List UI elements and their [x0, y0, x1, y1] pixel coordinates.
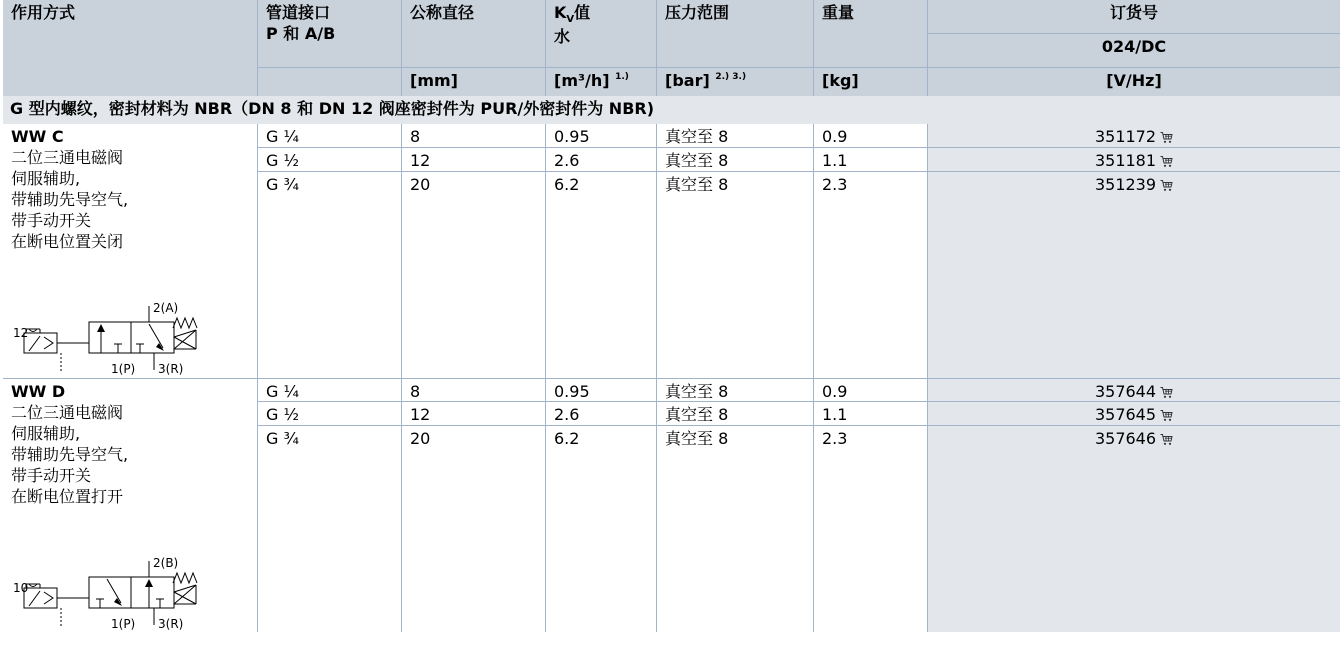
svg-text:2(A): 2(A) [153, 301, 179, 315]
cell-pressure: 真空至 8 [656, 148, 813, 172]
cart-icon[interactable] [1160, 433, 1173, 446]
order-number-link[interactable]: 357645 [927, 402, 1340, 426]
cell-port: G ¾ [257, 172, 401, 378]
group-description: WW D 二位三通电磁阀 伺服辅助, 带辅助先导空气, 带手动开关 在断电位置打开 10 2(B) 1(P) 3(R) [3, 378, 257, 632]
header-pressure-range: 压力范围 [656, 0, 813, 67]
cell-weight: 2.3 [813, 172, 927, 378]
cell-kv: 2.6 [545, 402, 656, 426]
order-number-link[interactable]: 357644 [927, 378, 1340, 402]
cell-port: G ¼ [257, 124, 401, 148]
cart-icon[interactable] [1160, 409, 1173, 422]
cell-kv: 6.2 [545, 172, 656, 378]
cell-dn: 12 [401, 148, 545, 172]
cell-dn: 12 [401, 402, 545, 426]
order-number-link[interactable]: 351181 [927, 148, 1340, 172]
unit-pressure: [bar] $^{2.) 3.)}$ [656, 67, 813, 96]
header-voltage: 024/DC [927, 33, 1340, 67]
cell-pressure: 真空至 8 [656, 402, 813, 426]
cell-kv: 2.6 [545, 148, 656, 172]
unit-vhz: [V/Hz] [927, 67, 1340, 96]
header-port: 管道接口 P 和 A/B [257, 0, 401, 67]
cell-pressure: 真空至 8 [656, 378, 813, 402]
cell-kv: 0.95 [545, 378, 656, 402]
valve-symbol-icon [11, 294, 201, 378]
order-number-link[interactable]: 351239 [927, 172, 1340, 378]
svg-text:12: 12 [13, 326, 29, 340]
cell-pressure: 真空至 8 [656, 172, 813, 378]
cell-pressure: 真空至 8 [656, 124, 813, 148]
svg-text:1(P): 1(P) [111, 617, 136, 631]
svg-text:1(P): 1(P) [111, 362, 136, 376]
unit-port-empty [257, 67, 401, 96]
svg-text:3(R): 3(R) [158, 362, 184, 376]
cart-icon[interactable] [1160, 179, 1173, 192]
cell-dn: 8 [401, 124, 545, 148]
header-nominal-diameter: 公称直径 [401, 0, 545, 67]
order-number-link[interactable]: 357646 [927, 426, 1340, 632]
unit-mm: [mm] [401, 67, 545, 96]
cell-port: G ½ [257, 148, 401, 172]
svg-text:3(R): 3(R) [158, 617, 184, 631]
product-table [3, 0, 1340, 666]
order-number-link[interactable]: 351172 [927, 124, 1340, 148]
header-operation: 作用方式 [3, 0, 257, 96]
unit-flow: [m³/h] $^{1.)}$ [545, 67, 656, 96]
cell-kv: 0.95 [545, 124, 656, 148]
header-order-no: 订货号 [927, 0, 1340, 33]
cell-port: G ¾ [257, 426, 401, 632]
cell-dn: 20 [401, 172, 545, 378]
header-kv: $K_V$值 水 [545, 0, 656, 67]
cell-weight: 1.1 [813, 402, 927, 426]
cart-icon[interactable] [1160, 131, 1173, 144]
cell-weight: 2.3 [813, 426, 927, 632]
cell-pressure: 真空至 8 [656, 426, 813, 632]
cell-weight: 0.9 [813, 378, 927, 402]
cell-kv: 6.2 [545, 426, 656, 632]
unit-kg: [kg] [813, 67, 927, 96]
group-description: WW C 二位三通电磁阀 伺服辅助, 带辅助先导空气, 带手动开关 在断电位置关闭 12 2(A) 1(P) 3(R) [3, 124, 257, 378]
cart-icon[interactable] [1160, 155, 1173, 168]
svg-text:2(B): 2(B) [153, 556, 179, 570]
valve-symbol-icon [11, 549, 201, 633]
cell-weight: 1.1 [813, 148, 927, 172]
cell-port: G ¼ [257, 378, 401, 402]
cell-dn: 20 [401, 426, 545, 632]
cell-port: G ½ [257, 402, 401, 426]
cell-weight: 0.9 [813, 124, 927, 148]
section-title: G 型内螺纹，密封材料为 NBR（DN 8 和 DN 12 阀座密封件为 PUR/外密封件为 NBR) [3, 96, 1340, 124]
cell-dn: 8 [401, 378, 545, 402]
svg-text:10: 10 [13, 581, 29, 595]
cart-icon[interactable] [1160, 386, 1173, 399]
header-weight: 重量 [813, 0, 927, 67]
